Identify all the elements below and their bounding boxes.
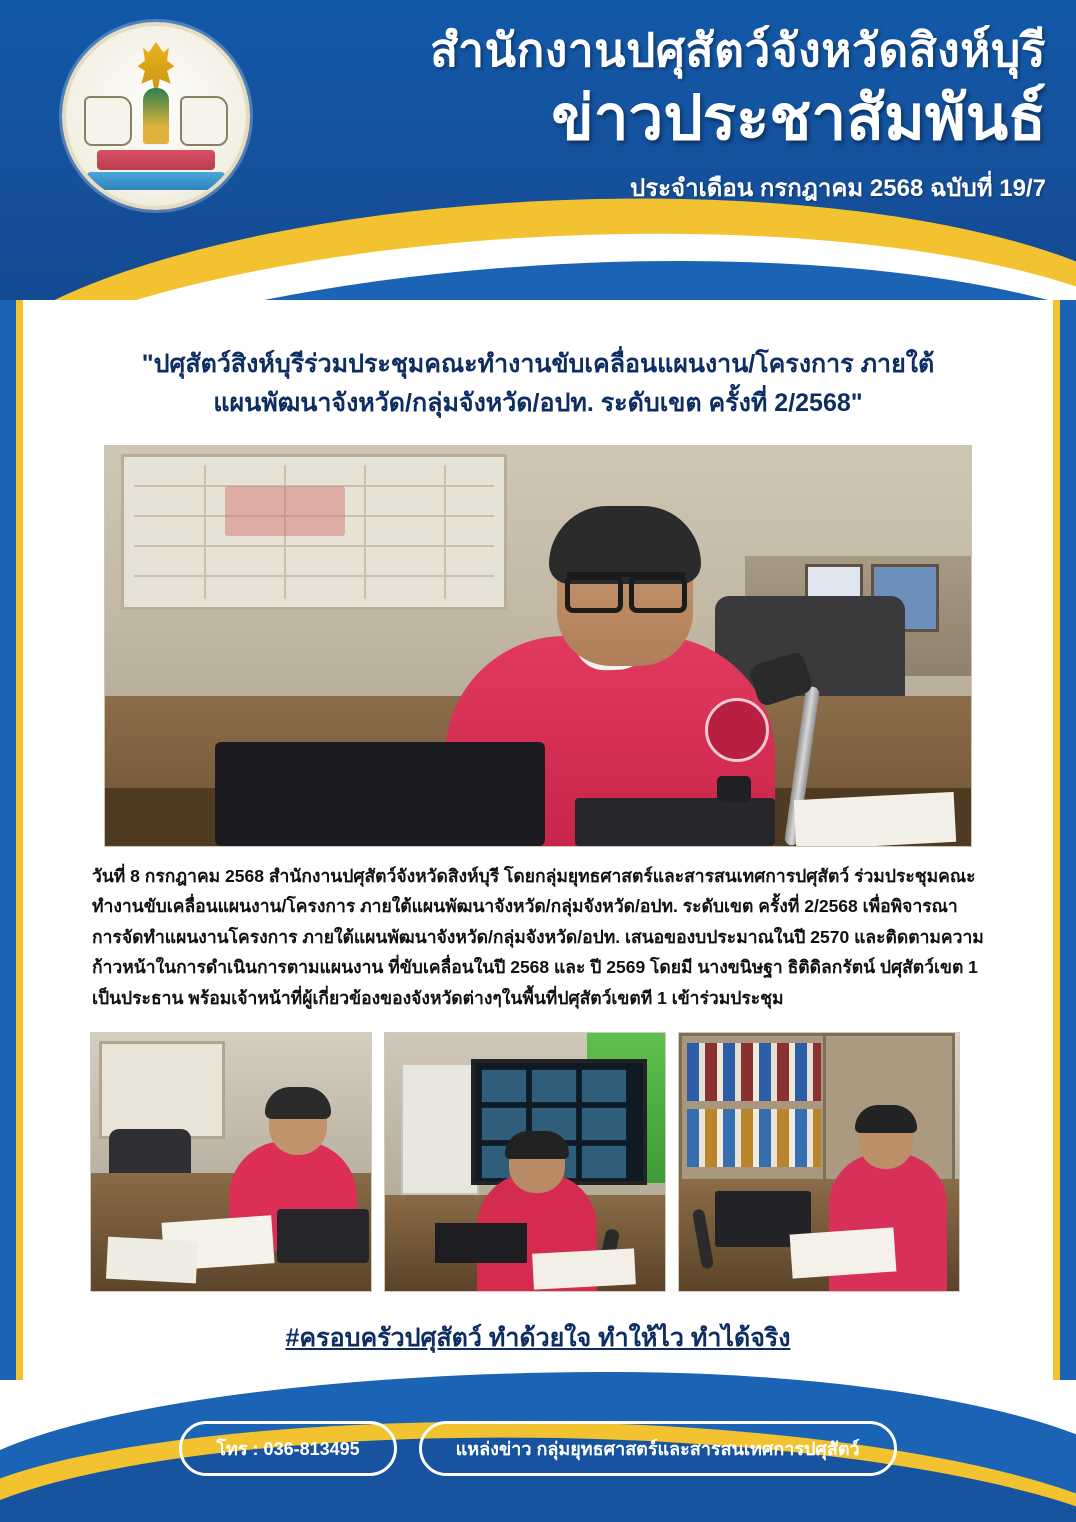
emblem-pedestal bbox=[97, 150, 215, 170]
page-header bbox=[0, 0, 1076, 300]
page-footer bbox=[0, 1332, 1076, 1522]
hero-shirt-logo bbox=[705, 698, 769, 762]
emblem-horse-left bbox=[84, 96, 132, 146]
left-border-blue bbox=[0, 300, 16, 1380]
hero-whiteboard-marking bbox=[225, 486, 345, 536]
hero-documents bbox=[794, 791, 956, 846]
gallery-photo-2 bbox=[384, 1032, 666, 1292]
provincial-livestock-emblem-icon bbox=[62, 22, 250, 210]
right-border-yellow bbox=[1053, 300, 1060, 1380]
hero-wristwatch bbox=[717, 776, 751, 802]
right-border-blue bbox=[1060, 300, 1076, 1380]
article-body: วันที่ 8 กรกฎาคม 2568 สำนักงานปศุสัตว์จังหวัดสิงห์บุรี โดยกลุ่มยุทธศาสตร์และสารสนเทศการปศุสัตว์ ร่วมประชุมคณะทำงานขับเคลื่อนแผนงาน/โครงการ ภายใต้แผนพัฒนาจังหวัด/กลุ่มจังหวัด/อปท. ระดับเขต ครั้งที่ 2/2568 เพื่อพิจารณาการจัดทำแผนงานโครงการ ภายใต้แผนพัฒนาจังหวัด/กลุ่มจังหวัด/อปท. เสนอของบประมาณในปี 2570 และติดตามความก้าวหน้าในการดำเนินการตามแผนงาน ที่ขับเคลื่อนในปี 2568 และ ปี 2569 โดยมี นางขนิษฐา ธิติดิลกรัตน์ ปศุสัตว์เขต 1 เป็นประธาน พร้อมเจ้าหน้าที่ผู้เกี่ยวข้องของจังหวัดต่างๆในพื้นที่ปศุสัตว์เขตที 1 เข้าร่วมประชุม bbox=[92, 865, 984, 1008]
emblem-center-figure bbox=[143, 88, 169, 144]
article-content bbox=[90, 345, 986, 1358]
headline-line-1: "ปศุสัตว์สิงห์บุรีร่วมประชุมคณะทำงานขับเคลื่อนแผนงาน/โครงการ ภายใต้ bbox=[141, 350, 935, 378]
contact-phone: โทร : 036-813495 bbox=[179, 1421, 396, 1476]
emblem-base bbox=[87, 172, 225, 190]
campaign-hashtag: #ครอบครัวปศุสัตว์ ทำด้วยใจ ทำให้ไว ทำได้จริง bbox=[285, 1323, 791, 1352]
news-source: แหล่งข่าว กลุ่มยุทธศาสตร์และสารสนเทศการปศุสัตว์ bbox=[419, 1421, 897, 1476]
photo-gallery bbox=[90, 1032, 986, 1292]
hero-person-glasses bbox=[567, 572, 685, 607]
left-border-yellow bbox=[16, 300, 23, 1380]
article-headline bbox=[90, 345, 986, 423]
hero-laptop bbox=[575, 798, 775, 846]
gallery-photo-1 bbox=[90, 1032, 372, 1292]
header-text-block bbox=[250, 22, 1046, 207]
organization-title: สำนักงานปศุสัตว์จังหวัดสิงห์บุรี bbox=[430, 24, 1046, 76]
emblem-horse-right bbox=[180, 96, 228, 146]
document-title: ข่าวประชาสัมพันธ์ bbox=[551, 83, 1046, 153]
gallery-photo-3 bbox=[678, 1032, 960, 1292]
headline-line-2: แผนพัฒนาจังหวัด/กลุ่มจังหวัด/อปท. ระดับเขต ครั้งที่ 2/2568" bbox=[213, 388, 863, 417]
footer-info-row bbox=[0, 1421, 1076, 1476]
issue-line: ประจำเดือน กรกฎาคม 2568 ฉบับที่ 19/7 bbox=[630, 174, 1046, 202]
hero-photo bbox=[104, 445, 972, 847]
hero-monitor bbox=[215, 742, 545, 846]
